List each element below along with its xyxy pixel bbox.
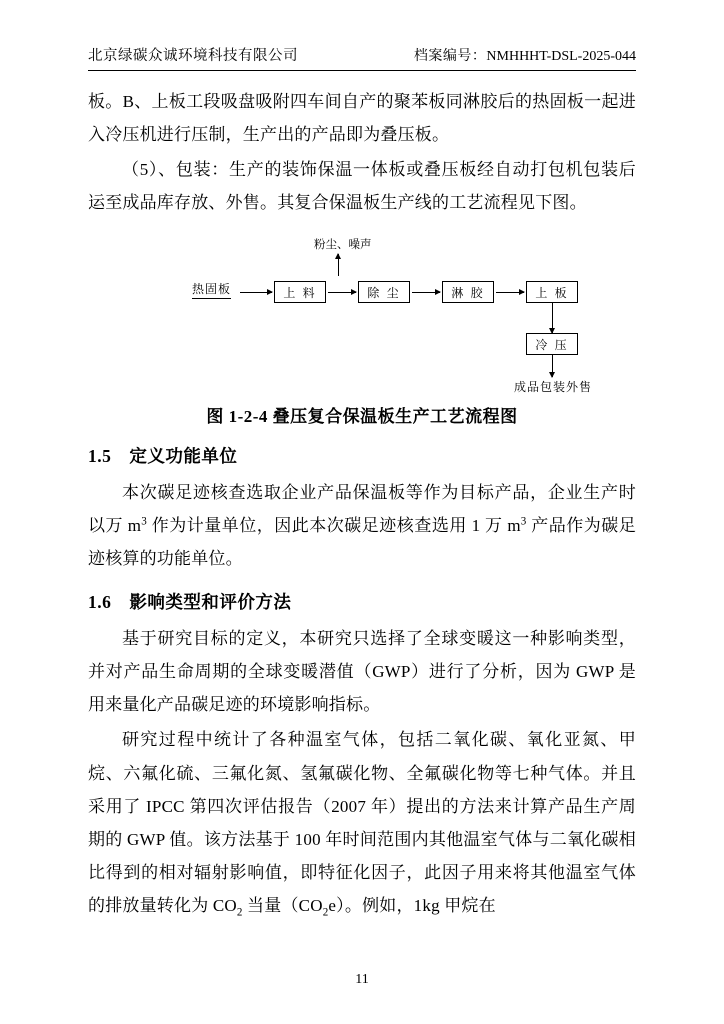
- emission-arrow: [338, 254, 339, 276]
- header-archive: [414, 45, 636, 65]
- section-heading-1-6: [88, 589, 636, 614]
- flow-node-feeding: 上 料: [274, 281, 326, 303]
- section-1-6-paragraph-1: 基于研究目标的定义，本研究只选择了全球变暖这一种影响类型，并对产品生命周期的全球变暖潜值（GWP）进行了分析，因为 GWP 是用来量化产品碳足迹的环境影响指标。: [88, 628, 636, 715]
- flow-node-product-output: 成品包装外售: [514, 379, 593, 394]
- flow-diagram: [88, 236, 636, 394]
- section-heading-1-5: [88, 443, 636, 468]
- section-number-1-6: 1.6: [88, 591, 112, 612]
- page-content: [88, 44, 636, 926]
- paragraph-packaging: （5）、包装：生产的装饰保温一体板或叠压板经自动打包机包装后运至成品库存放、外售。其复合保温板生产线的工艺流程见下图。: [88, 160, 636, 213]
- archive-number: NMHHHT-DSL-2025-044: [486, 49, 636, 64]
- page-number: 11: [355, 972, 369, 987]
- section-1-5-paragraph-1: 本次碳足迹核查选取企业产品保温板等作为目标产品，企业生产时以万 $m^3$ 作为计量单位，因此本次碳足迹核查选用 1 万 $m^3$ 产品作为碳足迹核算的功能单位。: [88, 482, 636, 568]
- flow-arrow-1: [240, 292, 272, 293]
- flow-arrow-4: [496, 292, 524, 293]
- flow-node-dust-removal: 除 尘: [358, 281, 410, 303]
- header-divider: [88, 70, 636, 71]
- flow-node-raw-board: 热固板: [192, 280, 231, 299]
- flow-arrow-6: [552, 355, 553, 377]
- flow-arrow-2: [328, 292, 356, 293]
- paragraph-continued: 板。B、上板工段吸盘吸附四车间自产的聚苯板同淋胶后的热固板一起进入冷压机进行压制，生产出的产品即为叠压板。: [88, 92, 636, 145]
- flow-arrow-3: [412, 292, 440, 293]
- flow-node-cold-press: 冷 压: [526, 333, 578, 355]
- archive-label: 档案编号：: [413, 49, 487, 64]
- document-header: [88, 44, 636, 70]
- section-title-1-6: 影响类型和评价方法: [129, 591, 292, 612]
- flow-node-board-loading: 上 板: [526, 281, 578, 303]
- section-title-1-5: 定义功能单位: [129, 445, 238, 466]
- flow-arrow-5: [552, 303, 553, 333]
- header-company-name: 北京绿碳众诚环境科技有限公司: [88, 48, 298, 64]
- figure-caption: 图 1-2-4 叠压复合保温板生产工艺流程图: [206, 406, 518, 426]
- emission-label: 粉尘、噪声: [314, 238, 372, 251]
- section-number-1-5: 1.5: [88, 445, 112, 466]
- flow-node-glue-coating: 淋 胶: [442, 281, 494, 303]
- section-1-6-paragraph-2: 研究过程中统计了各种温室气体，包括二氧化碳、氧化亚氮、甲烷、六氟化硫、三氟化氮、氢氟碳化物、全氟碳化物等七种气体。并且采用了 IPCC 第四次评估报告（2007 年）提出的方法来计算产品生产周期的 GWP 值。该方法基于 100 年时间范围内其他温室气体与二氧化碳相比得到的相对辐射影响值，即特征化因子，此因子用来将其他温室气体的排放量转化为 $CO_2$ 当量$(CO_2e)$。例如，1kg 甲烷在: [88, 730, 636, 919]
- process-flow-figure: [88, 236, 636, 396]
